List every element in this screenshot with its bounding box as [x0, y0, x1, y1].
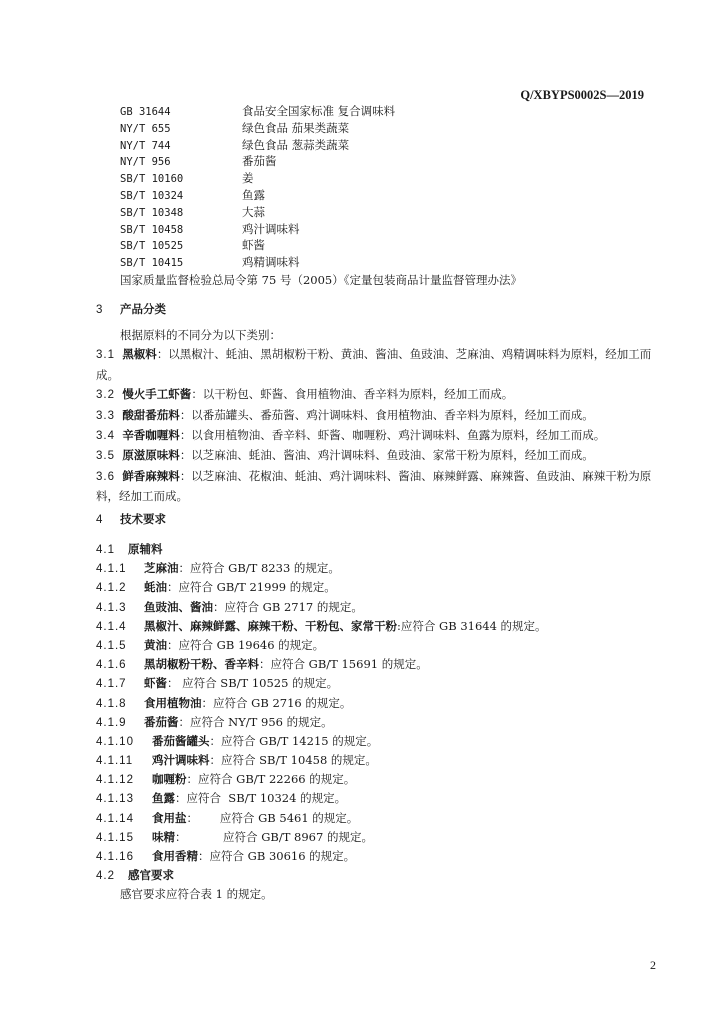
- reference-code: SB/T 10324: [120, 189, 184, 202]
- reference-row: [120, 237, 640, 254]
- reference-name: 鸡精调味料: [242, 255, 300, 270]
- item-term: 芝麻油: [144, 561, 179, 576]
- item-number: 4.1.15: [96, 831, 134, 844]
- reference-name: 姜: [242, 171, 254, 186]
- reference-code: NY/T 744: [120, 139, 171, 152]
- requirement-item: [96, 655, 656, 674]
- classification-item: [96, 406, 656, 426]
- item-term: 虾酱: [144, 676, 167, 691]
- section-product-classification: [96, 300, 656, 507]
- item-text: :应符合 GB 31644 的规定。: [397, 618, 547, 633]
- reference-row: [120, 170, 640, 187]
- item-number: 4.1.14: [96, 812, 134, 825]
- requirement-item: [96, 598, 656, 617]
- item-text: ：以芝麻油、花椒油、蚝油、鸡汁调味料、酱油、麻辣鲜露、麻辣酱、鱼豉油、麻辣干粉为原料，经加工而成。: [96, 468, 652, 504]
- requirement-item: [96, 828, 656, 847]
- item-term: 慢火手工虾酱: [122, 387, 192, 402]
- requirement-item: [96, 578, 656, 597]
- item-number: 4.1.2: [96, 582, 127, 595]
- section-heading: [96, 300, 656, 318]
- reference-row: [120, 137, 640, 154]
- item-text: ：应符合 GB/T 8233 的规定。: [178, 561, 340, 576]
- item-term: 鲜香麻辣料: [122, 468, 180, 483]
- item-text: ：以干粉包、虾酱、食用植物油、香辛料为原料，经加工而成。: [191, 387, 514, 402]
- section-technical-requirements: [96, 510, 656, 905]
- item-number: 4.1.8: [96, 697, 127, 710]
- subsection-text: 感官要求应符合表 1 的规定。: [120, 887, 273, 902]
- section-title: 技术要求: [120, 512, 166, 526]
- classification-item: [96, 467, 656, 507]
- item-number: 4.1.6: [96, 659, 127, 672]
- subsection-number: 4.1: [96, 544, 115, 556]
- item-text: ： 应符合 SB/T 10525 的规定。: [167, 676, 339, 691]
- requirement-item: [96, 694, 656, 713]
- classification-item: [96, 385, 656, 405]
- item-text: ：以食用植物油、香辛料、虾酱、咖喱粉、鸡汁调味料、鱼露为原料，经加工而成。: [179, 428, 606, 443]
- reference-code: SB/T 10348: [120, 206, 184, 219]
- classification-item: [96, 345, 656, 385]
- reference-row: [120, 254, 640, 271]
- item-term: 番茄酱: [144, 714, 179, 729]
- reference-name: 绿色食品 茄果类蔬菜: [242, 120, 350, 135]
- item-number: 3.4: [96, 430, 115, 443]
- item-term: 酸甜番茄料: [122, 407, 180, 422]
- requirement-item: [96, 770, 656, 789]
- subsection-heading: [96, 540, 656, 559]
- reference-row: [120, 120, 640, 137]
- item-term: 鱼豉油、酱油: [144, 599, 213, 614]
- item-term: 鸡汁调味料: [152, 753, 210, 768]
- item-text: ：应符合 GB/T 15691 的规定。: [259, 657, 428, 672]
- item-number: 3.6: [96, 470, 115, 483]
- section-number: 3: [96, 304, 103, 316]
- item-number: 4.1.1: [96, 563, 127, 576]
- item-term: 蚝油: [144, 580, 167, 595]
- document-code: Q/XBYPS0002S—2019: [520, 88, 644, 102]
- item-text: ：应符合 GB 2716 的规定。: [201, 695, 352, 710]
- item-number: 4.1.3: [96, 601, 127, 614]
- item-text: ：应符合 GB 19646 的规定。: [167, 637, 325, 652]
- item-number: 4.1.10: [96, 735, 134, 748]
- item-text: ： 应符合 GB/T 8967 的规定。: [175, 829, 373, 844]
- item-number: 3.3: [96, 409, 115, 422]
- item-text: ：应符合 GB 30616 的规定。: [198, 849, 356, 863]
- requirement-item: [96, 617, 656, 636]
- item-term: 黑胡椒粉干粉、香辛料: [144, 657, 259, 672]
- item-text: ：应符合 GB/T 14215 的规定。: [209, 733, 379, 748]
- reference-row: [120, 221, 640, 238]
- regulation-reference: 国家质量监督检验总局令第 75 号（2005）《定量包装商品计量监督管理办法》: [120, 272, 522, 287]
- item-term: 食用香精: [152, 849, 198, 863]
- item-number: 4.1.11: [96, 755, 134, 768]
- subsection-number: 4.2: [96, 870, 115, 883]
- item-number: 4.1.9: [96, 716, 127, 729]
- section-title: 产品分类: [120, 302, 166, 316]
- item-number: 4.1.16: [96, 851, 134, 863]
- requirement-item: [96, 809, 656, 828]
- item-term: 咖喱粉: [152, 772, 187, 787]
- item-text: ：应符合 SB/T 10458 的规定。: [209, 753, 377, 768]
- item-term: 味精: [152, 829, 175, 844]
- item-number: 4.1.4: [96, 620, 127, 633]
- reference-code: NY/T 956: [120, 156, 171, 169]
- requirement-item: [96, 732, 656, 751]
- item-term: 黄油: [144, 637, 167, 652]
- requirement-item: [96, 713, 656, 732]
- reference-code: GB 31644: [120, 106, 171, 118]
- subsection-title: 原辅料: [128, 542, 163, 556]
- requirement-item: [96, 636, 656, 655]
- reference-row: [120, 187, 640, 204]
- reference-row: [120, 153, 640, 170]
- subsection-title: 感官要求: [128, 868, 174, 883]
- item-term: 食用植物油: [144, 695, 202, 710]
- section-number: 4: [96, 514, 103, 526]
- normative-references: [120, 103, 640, 289]
- item-number: 3.2: [96, 389, 115, 402]
- item-term: 辛香咖喱料: [122, 428, 180, 443]
- item-number: 4.1.12: [96, 774, 134, 787]
- reference-row: [120, 103, 640, 120]
- reference-name: 鸡汁调味料: [242, 221, 300, 236]
- reference-code: SB/T 10415: [120, 257, 184, 270]
- item-term: 原滋原味料: [122, 448, 180, 463]
- item-text: ：应符合 GB 2717 的规定。: [213, 599, 363, 614]
- section-heading: [96, 510, 656, 528]
- reference-row: [120, 204, 640, 221]
- item-text: ：应符合 GB/T 21999 的规定。: [167, 580, 336, 595]
- reference-code: NY/T 655: [120, 122, 171, 135]
- item-number: 3.1: [96, 349, 115, 362]
- requirement-item: [96, 751, 656, 770]
- reference-name: 虾酱: [242, 238, 265, 253]
- reference-name: 绿色食品 葱蒜类蔬菜: [242, 137, 350, 152]
- section-intro: 根据原料的不同分为以下类别：: [120, 328, 281, 342]
- item-number: 3.5: [96, 450, 115, 463]
- page-number: 2: [650, 958, 656, 972]
- item-number: 4.1.5: [96, 639, 127, 652]
- item-text: ：以番茄罐头、番茄酱、鸡汁调味料、食用植物油、香辛料为原料，经加工而成。: [179, 407, 594, 422]
- reference-code: SB/T 10525: [120, 240, 184, 253]
- item-text: ：应符合 SB/T 10324 的规定。: [175, 791, 347, 806]
- requirement-item: [96, 789, 656, 808]
- classification-item: [96, 446, 656, 466]
- item-text: ：应符合 NY/T 956 的规定。: [178, 714, 333, 729]
- item-term: 鱼露: [152, 791, 175, 806]
- item-term: 黑椒汁、麻辣鲜露、麻辣干粉、干粉包、家常干粉: [144, 618, 397, 633]
- requirement-item: [96, 847, 656, 866]
- classification-item: [96, 426, 656, 446]
- item-text: ： 应符合 GB 5461 的规定。: [186, 810, 359, 825]
- item-text: ：以黑椒汁、蚝油、黑胡椒粉干粉、黄油、酱油、鱼豉油、芝麻油、鸡精调味料为原料，经加工而成。: [96, 347, 652, 382]
- subsection-heading: [96, 866, 656, 885]
- item-term: 黑椒料: [122, 347, 157, 362]
- item-text: ：以芝麻油、蚝油、酱油、鸡汁调味料、鱼豉油、家常干粉为原料，经加工而成。: [179, 448, 594, 463]
- reference-name: 大蒜: [242, 204, 265, 219]
- reference-name: 番茄酱: [242, 154, 277, 169]
- reference-name: 鱼露: [242, 187, 265, 202]
- item-term: 食用盐: [152, 810, 187, 825]
- requirement-item: [96, 559, 656, 578]
- item-number: 4.1.13: [96, 793, 134, 806]
- item-text: ：应符合 GB/T 22266 的规定。: [186, 772, 356, 787]
- reference-name: 食品安全国家标准 复合调味料: [242, 104, 396, 118]
- reference-code: SB/T 10160: [120, 173, 184, 186]
- item-number: 4.1.7: [96, 678, 127, 691]
- requirement-item: [96, 674, 656, 693]
- item-term: 番茄酱罐头: [152, 733, 210, 748]
- reference-code: SB/T 10458: [120, 223, 184, 236]
